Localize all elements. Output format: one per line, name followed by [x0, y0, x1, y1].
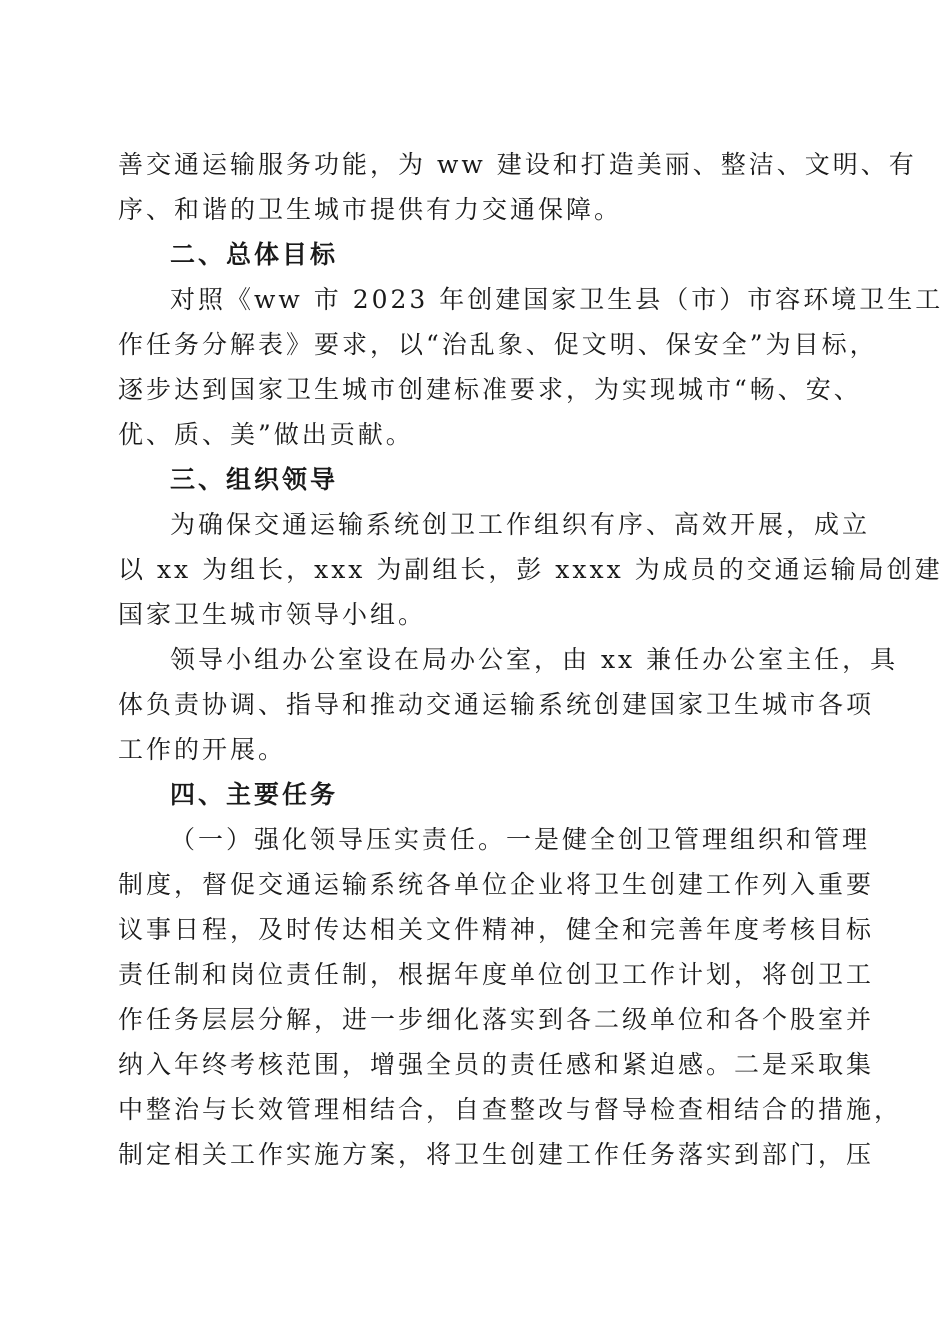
- section-heading: 三、组织领导: [170, 465, 339, 494]
- text-line: 责任制和岗位责任制，根据年度单位创卫工作计划，将创卫工: [118, 960, 875, 989]
- text-line: 制定相关工作实施方案，将卫生创建工作任务落实到部门，压: [118, 1140, 875, 1169]
- text-line: 作任务分解表》要求，以“治乱象、促文明、保安全”为目标，: [118, 330, 878, 359]
- text-line: 善交通运输服务功能，为 ww 建设和打造美丽、整洁、文明、有: [118, 150, 917, 179]
- text-line: 优、质、美”做出贡献。: [118, 420, 414, 449]
- text-line: 为确保交通运输系统创卫工作组织有序、高效开展，成立: [170, 510, 871, 539]
- text-line: 国家卫生城市领导小组。: [118, 600, 427, 629]
- text-line: 对照《ww 市 2023 年创建国家卫生县（市）市容环境卫生工: [170, 285, 944, 314]
- text-line: 以 xx 为组长，xxx 为副组长，彭 xxxx 为成员的交通运输局创建: [118, 555, 943, 584]
- text-line: 领导小组办公室设在局办公室，由 xx 兼任办公室主任，具: [170, 645, 899, 674]
- text-line: 制度，督促交通运输系统各单位企业将卫生创建工作列入重要: [118, 870, 875, 899]
- text-line: 中整治与长效管理相结合，自查整改与督导检查相结合的措施，: [118, 1095, 903, 1124]
- text-line: 议事日程，及时传达相关文件精神，健全和完善年度考核目标: [118, 915, 875, 944]
- text-line: 逐步达到国家卫生城市创建标准要求，为实现城市“畅、安、: [118, 375, 862, 404]
- text-line: （一）强化领导压实责任。一是健全创卫管理组织和管理: [170, 825, 871, 854]
- text-line: 纳入年终考核范围，增强全员的责任感和紧迫感。二是采取集: [118, 1050, 875, 1079]
- text-line: 工作的开展。: [118, 735, 287, 764]
- text-line: 体负责协调、指导和推动交通运输系统创建国家卫生城市各项: [118, 690, 875, 719]
- document-body: [118, 142, 944, 1177]
- section-heading: 四、主要任务: [170, 780, 339, 809]
- section-heading: 二、总体目标: [170, 240, 339, 269]
- text-line: 作任务层层分解，进一步细化落实到各二级单位和各个股室并: [118, 1005, 875, 1034]
- text-line: 序、和谐的卫生城市提供有力交通保障。: [118, 195, 623, 224]
